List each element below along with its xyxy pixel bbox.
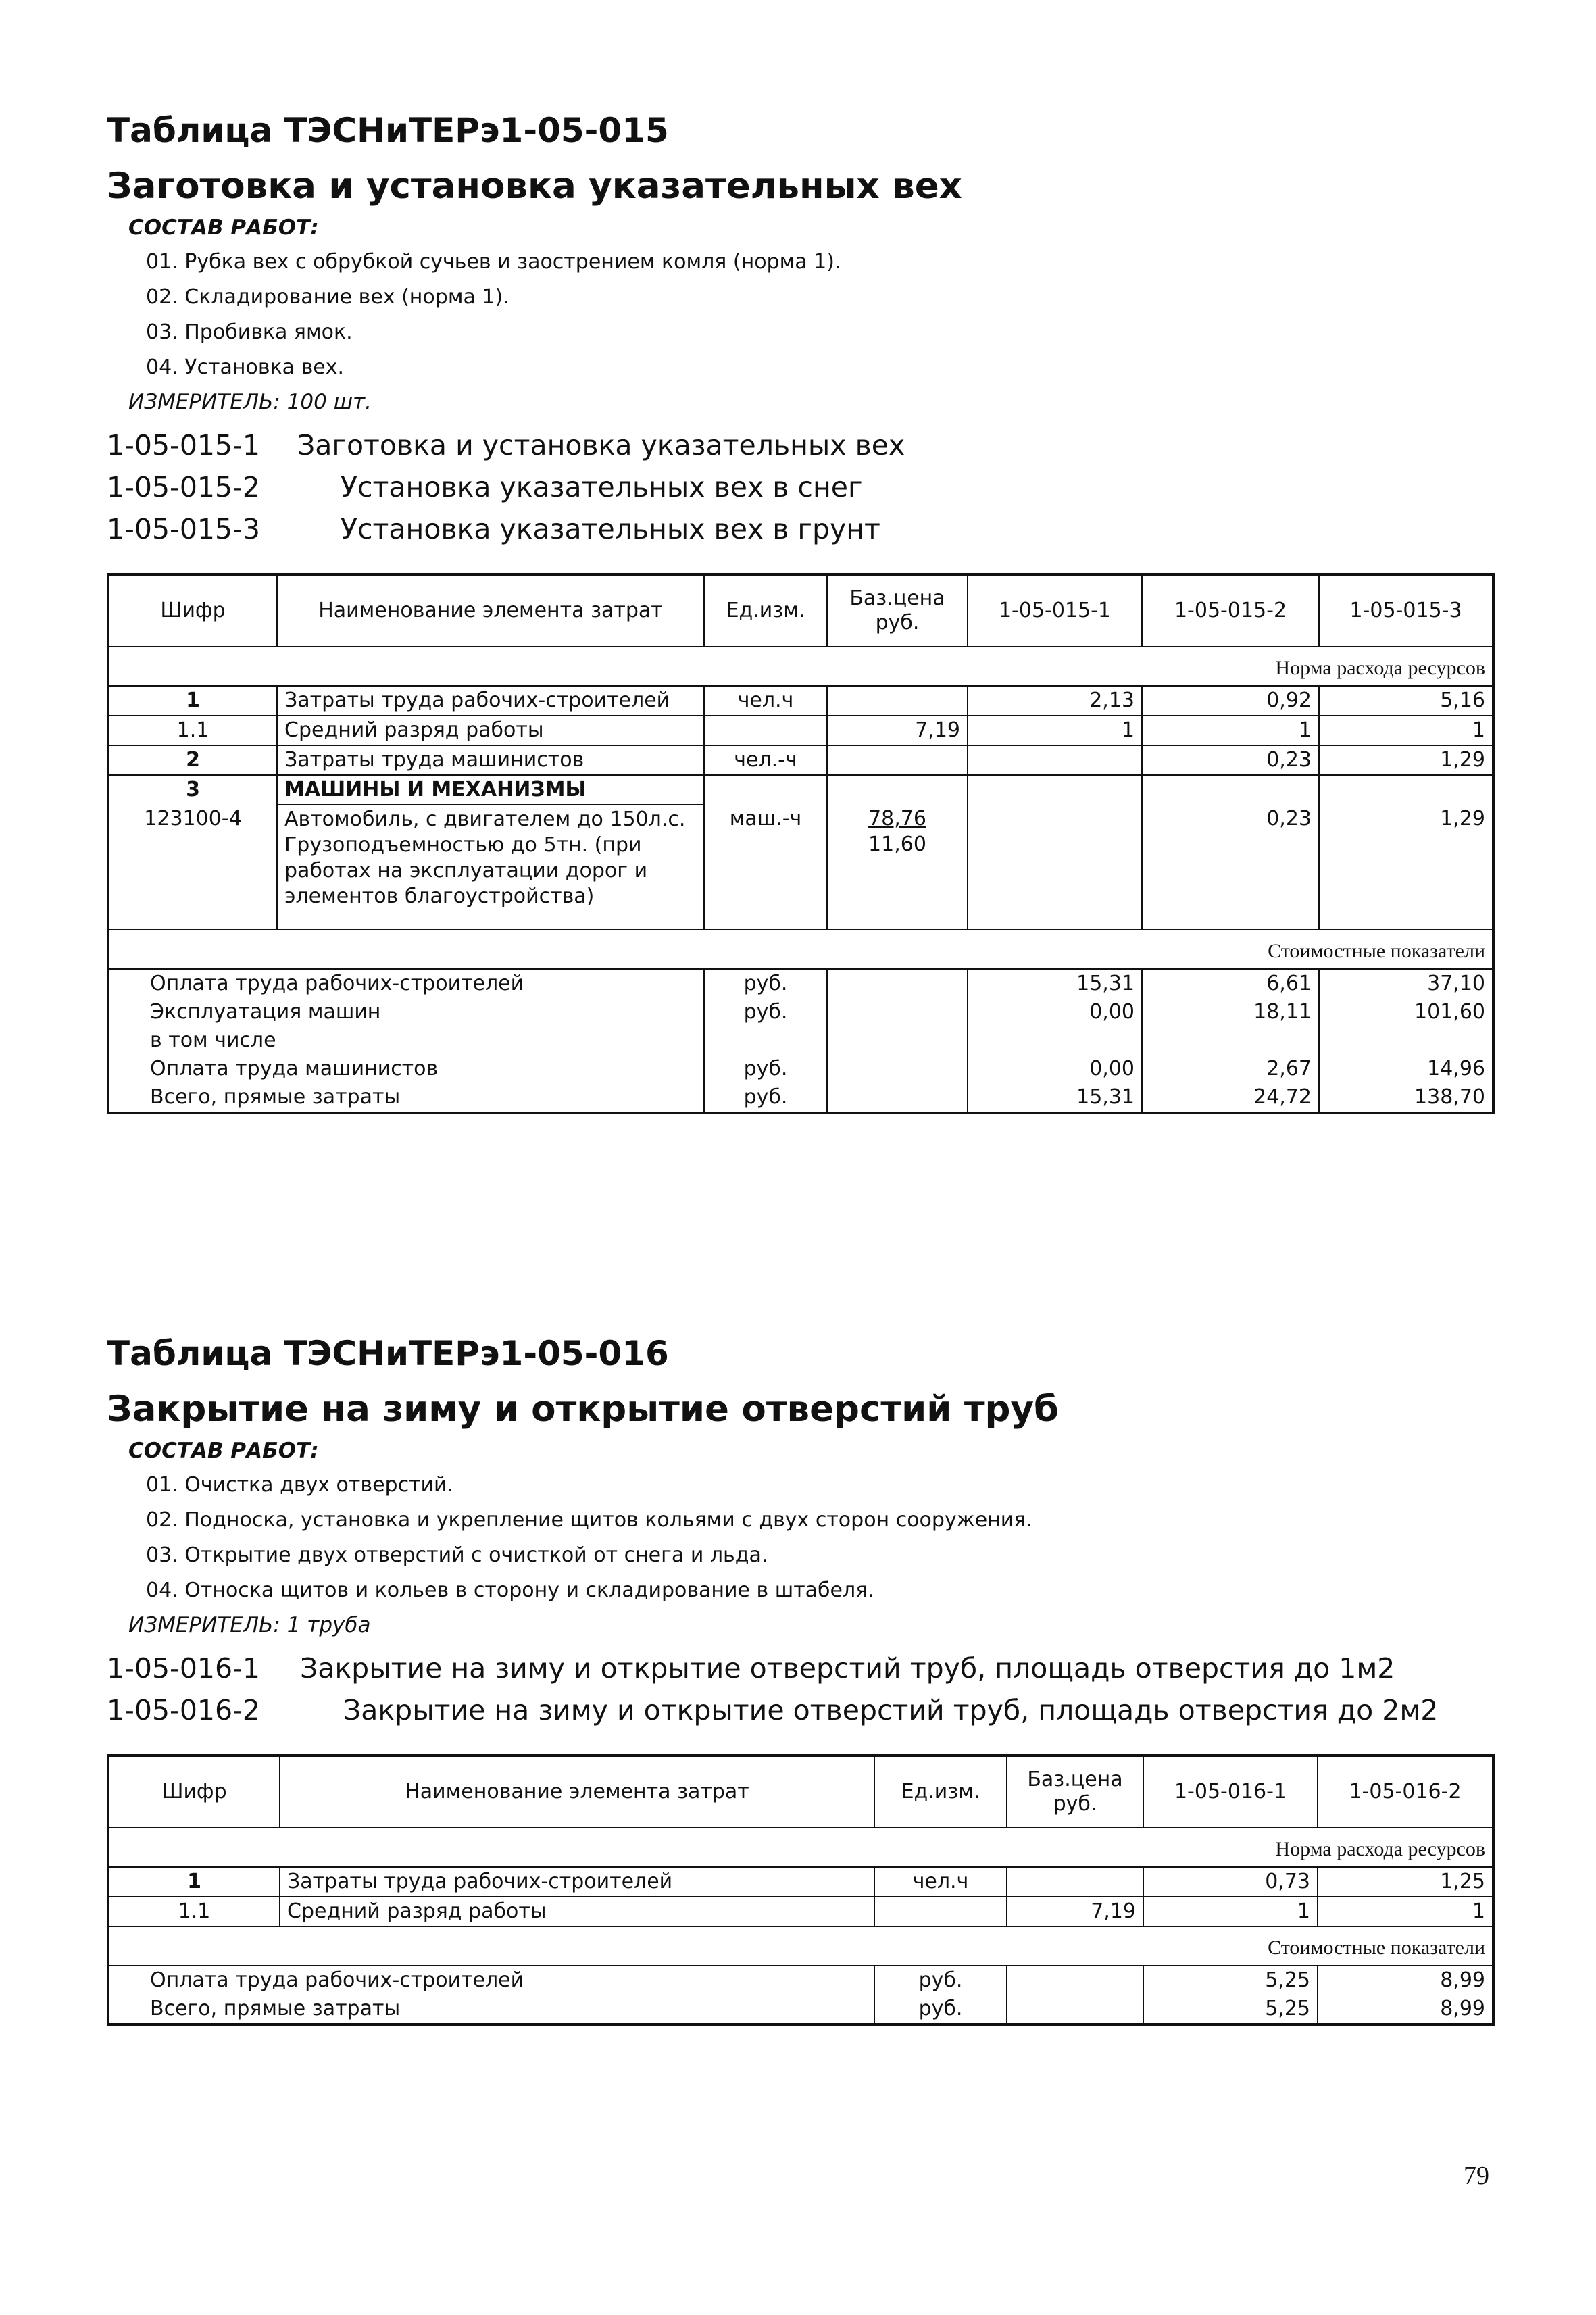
cost-value: 8,99: [1318, 1966, 1493, 1995]
table-header-row: [108, 1756, 1493, 1828]
section-table1: [107, 108, 1499, 1114]
cost-name: Оплата труда рабочих-строителей: [108, 1966, 874, 1995]
cost-value: [968, 1026, 1142, 1055]
cost-value: 101,60: [1319, 998, 1493, 1026]
cell-empty: [1319, 775, 1493, 805]
cell-price: [827, 686, 968, 716]
table2-operation: 03. Открытие двух отверстий с очисткой от снега и льда.: [146, 1543, 768, 1567]
cell-empty: [704, 775, 827, 805]
code-row: [107, 424, 1499, 466]
cell-value: 0,73: [1143, 1867, 1318, 1897]
table-row: [108, 716, 1493, 745]
cell-value: 0,23: [1142, 745, 1319, 775]
header-cell: Наименование элемента затрат: [280, 1756, 874, 1828]
table1-title: Таблица ТЭСНиТЕРэ1-05-015: [107, 111, 669, 150]
cost-name: Всего, прямые затраты: [108, 1995, 874, 2024]
table2-operation: 01. Очистка двух отверстий.: [146, 1473, 454, 1497]
cost-unit: руб.: [704, 969, 827, 998]
cost-name: Оплата труда машинистов: [108, 1055, 704, 1083]
header-cell: 1-05-016-2: [1318, 1756, 1493, 1828]
cell-empty: [1142, 775, 1319, 805]
header-cell: 1-05-016-1: [1143, 1756, 1318, 1828]
band-norm: Норма расхода ресурсов: [108, 647, 1493, 686]
cost-value: 15,31: [968, 969, 1142, 998]
cost-value: 5,25: [1143, 1966, 1318, 1995]
cost-value: 138,70: [1319, 1083, 1493, 1113]
table2-operation: 02. Подноска, установка и укрепление щитов кольями с двух сторон сооружения.: [146, 1508, 1032, 1532]
header-cell: Наименование элемента затрат: [277, 574, 704, 647]
cell-price: [827, 745, 968, 775]
cell-value: 5,16: [1319, 686, 1493, 716]
cost-value: [1142, 1026, 1319, 1055]
table1-measurer-label: ИЗМЕРИТЕЛЬ:: [128, 390, 280, 414]
cost-unit: руб.: [704, 1083, 827, 1113]
cell-empty: [827, 1055, 968, 1083]
code-number: 1-05-015-2: [107, 471, 260, 503]
code-name: Установка указательных вех в грунт: [341, 513, 880, 545]
cost-value: 18,11: [1142, 998, 1319, 1026]
cell-name: Средний разряд работы: [277, 716, 704, 745]
cell-price: [1007, 1867, 1143, 1897]
cost-row: [108, 998, 1493, 1026]
table-row: [108, 745, 1493, 775]
cost-name: Эксплуатация машин: [108, 998, 704, 1026]
header-cell: 1-05-015-1: [968, 574, 1142, 647]
table-row: [108, 1867, 1493, 1897]
table1-composition-label: СОСТАВ РАБОТ:: [128, 216, 319, 240]
cost-row: [108, 1995, 1493, 2024]
code-row: [107, 1647, 1499, 1689]
cell-empty: [827, 1083, 968, 1113]
header-cell: Шифр: [108, 574, 277, 647]
code-row: [107, 1689, 1499, 1731]
cell-price: 7,19: [827, 716, 968, 745]
cell-price: 7,19: [1007, 1897, 1143, 1926]
cell-unit: чел.ч: [704, 686, 827, 716]
cost-unit: руб.: [704, 998, 827, 1026]
table2-code-list: [107, 1647, 1499, 1731]
cell-unit: [704, 716, 827, 745]
code-row: [107, 508, 1499, 550]
cost-value: 24,72: [1142, 1083, 1319, 1113]
cost-value: 0,00: [968, 998, 1142, 1026]
table1-operation: 04. Установка вех.: [146, 355, 344, 379]
cell-value: 1: [1142, 716, 1319, 745]
table-row: [108, 805, 1493, 930]
table2-subtitle: Закрытие на зиму и открытие отверстий труб: [107, 1389, 1059, 1430]
table1-code-list: [107, 424, 1499, 550]
cost-row: [108, 1083, 1493, 1113]
table-header-row: [108, 574, 1493, 647]
code-name: Закрытие на зиму и открытие отверстий труб, площадь отверстия до 2м2: [343, 1694, 1439, 1726]
header-cell: Баз.цена руб.: [827, 574, 968, 647]
table-row: [108, 686, 1493, 716]
band-norm: Норма расхода ресурсов: [108, 1828, 1493, 1867]
table2-composition-label: СОСТАВ РАБОТ:: [128, 1439, 319, 1463]
cell-value: 0,92: [1142, 686, 1319, 716]
cost-unit: [704, 1026, 827, 1055]
cell-value: 0,23: [1142, 805, 1319, 930]
header-cell: 1-05-015-3: [1319, 574, 1493, 647]
cell-value: 1: [1319, 716, 1493, 745]
cell-code: 123100-4: [108, 805, 277, 930]
cell-empty: [827, 969, 968, 998]
cell-name: Затраты труда рабочих-строителей: [280, 1867, 874, 1897]
band-cost: Стоимостные показатели: [108, 930, 1493, 969]
cell-unit: [874, 1897, 1007, 1926]
cell-empty: [827, 998, 968, 1026]
table2-title: Таблица ТЭСНиТЕРэ1-05-016: [107, 1334, 669, 1373]
header-cell: Шифр: [108, 1756, 280, 1828]
price-secondary: 11,60: [868, 832, 926, 856]
header-cell: 1-05-015-2: [1142, 574, 1319, 647]
table2-grid: [107, 1754, 1495, 2026]
table1-measurer: [128, 385, 1499, 419]
cost-unit: руб.: [874, 1995, 1007, 2024]
cell-value: 1: [968, 716, 1142, 745]
band-row: [108, 1926, 1493, 1966]
band-row: [108, 647, 1493, 686]
cost-row: [108, 969, 1493, 998]
cell-value: [968, 745, 1142, 775]
header-cell: Баз.цена руб.: [1007, 1756, 1143, 1828]
code-number: 1-05-016-1: [107, 1652, 260, 1685]
cell-empty: [827, 775, 968, 805]
cell-empty: [827, 1026, 968, 1055]
code-name: Закрытие на зиму и открытие отверстий труб, площадь отверстия до 1м2: [300, 1652, 1395, 1685]
cell-value: 1: [1318, 1897, 1493, 1926]
table-row: [108, 1897, 1493, 1926]
cost-name: Всего, прямые затраты: [108, 1083, 704, 1113]
cost-value: 15,31: [968, 1083, 1142, 1113]
cost-value: 37,10: [1319, 969, 1493, 998]
cell-name: МАШИНЫ И МЕХАНИЗМЫ: [277, 775, 704, 805]
header-cell: Ед.изм.: [874, 1756, 1007, 1828]
cell-name: Средний разряд работы: [280, 1897, 874, 1926]
code-name: Установка указательных вех в снег: [341, 471, 863, 503]
band-cost: Стоимостные показатели: [108, 1926, 1493, 1966]
table2-measurer: [128, 1608, 1499, 1642]
table1-measurer-value: 100 шт.: [286, 390, 372, 414]
cell-code: 1: [108, 686, 277, 716]
cell-value: 1,25: [1318, 1867, 1493, 1897]
cost-name: в том числе: [108, 1026, 704, 1055]
code-name: Заготовка и установка указательных вех: [297, 429, 905, 462]
cost-row: [108, 1055, 1493, 1083]
cell-value: 1: [1143, 1897, 1318, 1926]
header-cell: Ед.изм.: [704, 574, 827, 647]
table1-subtitle: Заготовка и установка указательных вех: [107, 166, 962, 207]
table1-operation: 01. Рубка вех с обрубкой сучьев и заострением комля (норма 1).: [146, 250, 841, 274]
cost-value: 2,67: [1142, 1055, 1319, 1083]
cell-name: Затраты труда рабочих-строителей: [277, 686, 704, 716]
cell-code: 1.1: [108, 716, 277, 745]
cost-value: 5,25: [1143, 1995, 1318, 2024]
cost-value: 0,00: [968, 1055, 1142, 1083]
band-row: [108, 1828, 1493, 1867]
cost-unit: руб.: [704, 1055, 827, 1083]
cell-empty: [1007, 1995, 1143, 2024]
cell-code: 1: [108, 1867, 280, 1897]
cost-row: [108, 1026, 1493, 1055]
table1-operation: 02. Складирование вех (норма 1).: [146, 285, 509, 309]
cell-name: Затраты труда машинистов: [277, 745, 704, 775]
cell-unit: чел.ч: [874, 1867, 1007, 1897]
code-row: [107, 466, 1499, 508]
cell-unit: маш.-ч: [704, 805, 827, 930]
cost-value: 8,99: [1318, 1995, 1493, 2024]
cell-empty: [968, 775, 1142, 805]
page-number: 79: [1464, 2162, 1489, 2190]
cost-unit: руб.: [874, 1966, 1007, 1995]
cell-value: 1,29: [1319, 745, 1493, 775]
price-underlined: 78,76: [868, 807, 926, 830]
band-row: [108, 930, 1493, 969]
cost-value: 14,96: [1319, 1055, 1493, 1083]
cell-value: [968, 805, 1142, 930]
code-number: 1-05-015-1: [107, 429, 260, 462]
cell-empty: [1007, 1966, 1143, 1995]
cell-value: 2,13: [968, 686, 1142, 716]
cost-row: [108, 1966, 1493, 1995]
cell-name: Автомобиль, с двигателем до 150л.с. Грузоподъемностью до 5тн. (при работах на эксплуатации дорог и элементов благоустройства): [277, 805, 704, 930]
cell-value: 1,29: [1319, 805, 1493, 930]
code-number: 1-05-016-2: [107, 1694, 260, 1726]
cell-price: [827, 805, 968, 930]
table-row: [108, 775, 1493, 805]
cell-code: 3: [108, 775, 277, 805]
cost-name: Оплата труда рабочих-строителей: [108, 969, 704, 998]
table2-measurer-value: 1 труба: [286, 1613, 371, 1637]
table1-operation: 03. Пробивка ямок.: [146, 320, 353, 344]
table2-measurer-label: ИЗМЕРИТЕЛЬ:: [128, 1613, 280, 1637]
cost-value: [1319, 1026, 1493, 1055]
section-table2: [107, 1331, 1499, 2026]
cell-unit: чел.-ч: [704, 745, 827, 775]
cell-code: 1.1: [108, 1897, 280, 1926]
table2-operation: 04. Относка щитов и кольев в сторону и складирование в штабеля.: [146, 1578, 874, 1602]
cell-code: 2: [108, 745, 277, 775]
cost-value: 6,61: [1142, 969, 1319, 998]
table1-grid: [107, 573, 1495, 1114]
code-number: 1-05-015-3: [107, 513, 260, 545]
